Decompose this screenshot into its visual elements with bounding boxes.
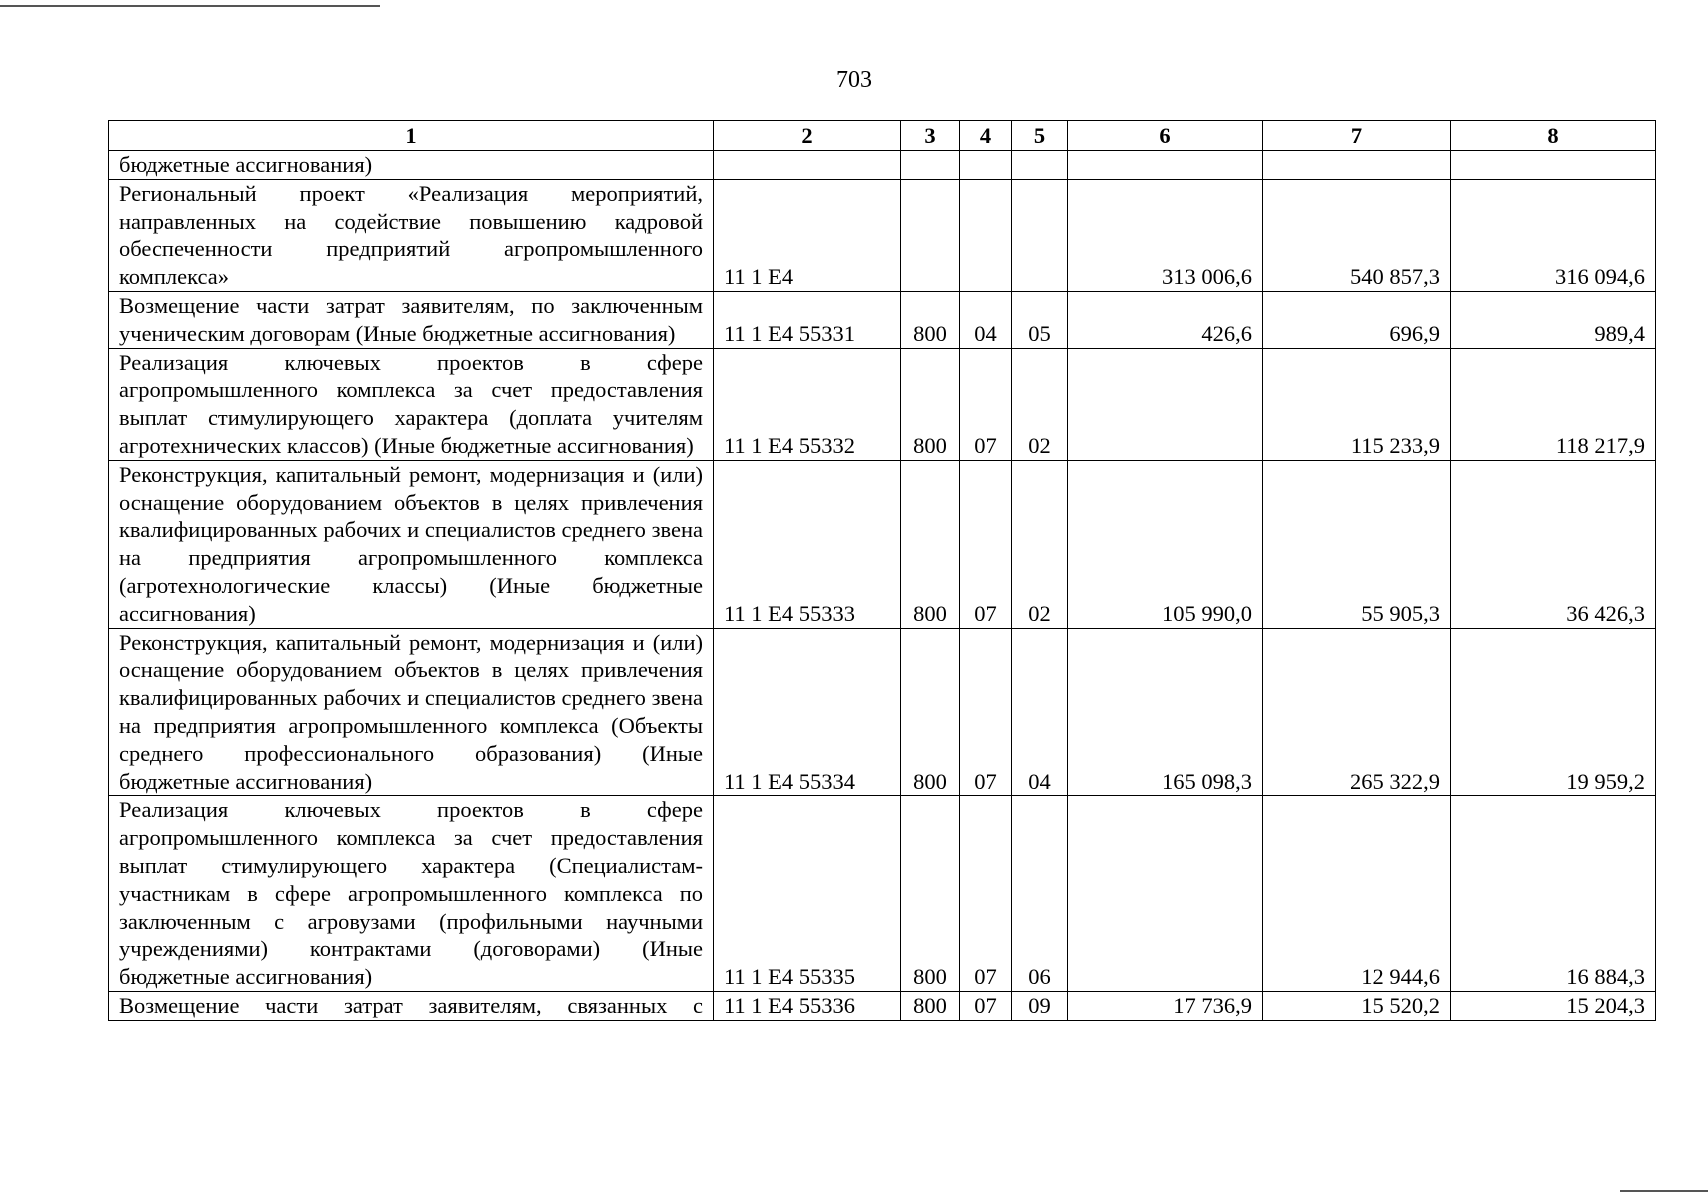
table-row [109,291,1656,348]
row-value-7: 55 905,3 [1263,460,1451,628]
row-c3: 800 [901,291,960,348]
row-name: Реализация ключевых проектов в сфере агропромышленного комплекса за счет предоставления выплат стимулирующего характера (Специалистам-участникам в сфере агропромышленного комплекса по заключенным с агровузами (профильными научными учреждениями) контрактами (договорами) (Иные бюджетные ассигнования) [109,796,714,992]
row-name: Возмещение части затрат заявителям, по заключенным ученическим договорам (Иные бюджетные ассигнования) [109,291,714,348]
table-row [109,348,1656,460]
row-value-7: 696,9 [1263,291,1451,348]
row-value-8: 316 094,6 [1451,179,1656,291]
row-c5: 05 [1012,291,1068,348]
table-row [109,991,1656,1020]
column-header: 4 [960,121,1012,151]
row-value-6 [1068,348,1263,460]
scan-artifact-line [1620,1190,1708,1192]
row-c4: 04 [960,291,1012,348]
row-c3: 800 [901,991,960,1020]
row-code: 11 1 E4 55333 [714,460,901,628]
row-c3: 800 [901,796,960,992]
row-c5: 04 [1012,628,1068,796]
column-header: 6 [1068,121,1263,151]
row-c5 [1012,179,1068,291]
table-row [109,628,1656,796]
page-number: 703 [836,67,872,93]
row-value-7: 115 233,9 [1263,348,1451,460]
row-name: Реконструкция, капитальный ремонт, модернизация и (или) оснащение оборудованием объектов в целях привлечения квалифицированных рабочих и специалистов среднего звена на предприятия агропромышленного комплекса (агротехнологические классы) (Иные бюджетные ассигнования) [109,460,714,628]
row-value-8: 989,4 [1451,291,1656,348]
row-name: Региональный проект «Реализация мероприятий, направленных на содействие повышению кадровой обеспеченности предприятий агропромышленного комплекса» [109,179,714,291]
row-value-6 [1068,151,1263,180]
row-c4: 07 [960,628,1012,796]
row-value-6: 165 098,3 [1068,628,1263,796]
column-header: 7 [1263,121,1451,151]
row-value-6: 105 990,0 [1068,460,1263,628]
row-value-6: 17 736,9 [1068,991,1263,1020]
row-c3 [901,179,960,291]
row-code: 11 1 E4 55332 [714,348,901,460]
row-c4: 07 [960,991,1012,1020]
row-value-6: 313 006,6 [1068,179,1263,291]
row-c5: 02 [1012,348,1068,460]
row-c5: 02 [1012,460,1068,628]
row-value-8: 36 426,3 [1451,460,1656,628]
table-row [109,796,1656,992]
row-value-6: 426,6 [1068,291,1263,348]
row-c4: 07 [960,348,1012,460]
row-c3: 800 [901,348,960,460]
row-value-8: 118 217,9 [1451,348,1656,460]
row-code [714,151,901,180]
row-value-8: 16 884,3 [1451,796,1656,992]
table-row [109,151,1656,180]
row-value-7: 265 322,9 [1263,628,1451,796]
row-name: бюджетные ассигнования) [109,151,714,180]
column-header: 2 [714,121,901,151]
row-name: Реконструкция, капитальный ремонт, модернизация и (или) оснащение оборудованием объектов в целях привлечения квалифицированных рабочих и специалистов среднего звена на предприятия агропромышленного комплекса (Объекты среднего профессионального образования) (Иные бюджетные ассигнования) [109,628,714,796]
row-code: 11 1 E4 55336 [714,991,901,1020]
row-value-7: 15 520,2 [1263,991,1451,1020]
row-c4: 07 [960,796,1012,992]
row-value-6 [1068,796,1263,992]
table-header-row [109,121,1656,151]
row-value-7: 540 857,3 [1263,179,1451,291]
row-value-7: 12 944,6 [1263,796,1451,992]
row-name: Реализация ключевых проектов в сфере агропромышленного комплекса за счет предоставления выплат стимулирующего характера (доплата учителям агротехнических классов) (Иные бюджетные ассигнования) [109,348,714,460]
budget-table [108,120,1656,1021]
row-value-8: 19 959,2 [1451,628,1656,796]
row-c4 [960,151,1012,180]
column-header: 1 [109,121,714,151]
row-value-7 [1263,151,1451,180]
row-code: 11 1 E4 [714,179,901,291]
scan-artifact-line [0,5,380,7]
column-header: 3 [901,121,960,151]
row-value-8: 15 204,3 [1451,991,1656,1020]
table-row [109,179,1656,291]
row-c4: 07 [960,460,1012,628]
row-c3: 800 [901,628,960,796]
column-header: 5 [1012,121,1068,151]
row-code: 11 1 E4 55335 [714,796,901,992]
column-header: 8 [1451,121,1656,151]
row-code: 11 1 E4 55331 [714,291,901,348]
row-c4 [960,179,1012,291]
row-c3: 800 [901,460,960,628]
row-c5 [1012,151,1068,180]
row-name: Возмещение части затрат заявителям, связанных с [109,991,714,1020]
row-c5: 06 [1012,796,1068,992]
row-value-8 [1451,151,1656,180]
row-c3 [901,151,960,180]
table-row [109,460,1656,628]
row-code: 11 1 E4 55334 [714,628,901,796]
row-c5: 09 [1012,991,1068,1020]
